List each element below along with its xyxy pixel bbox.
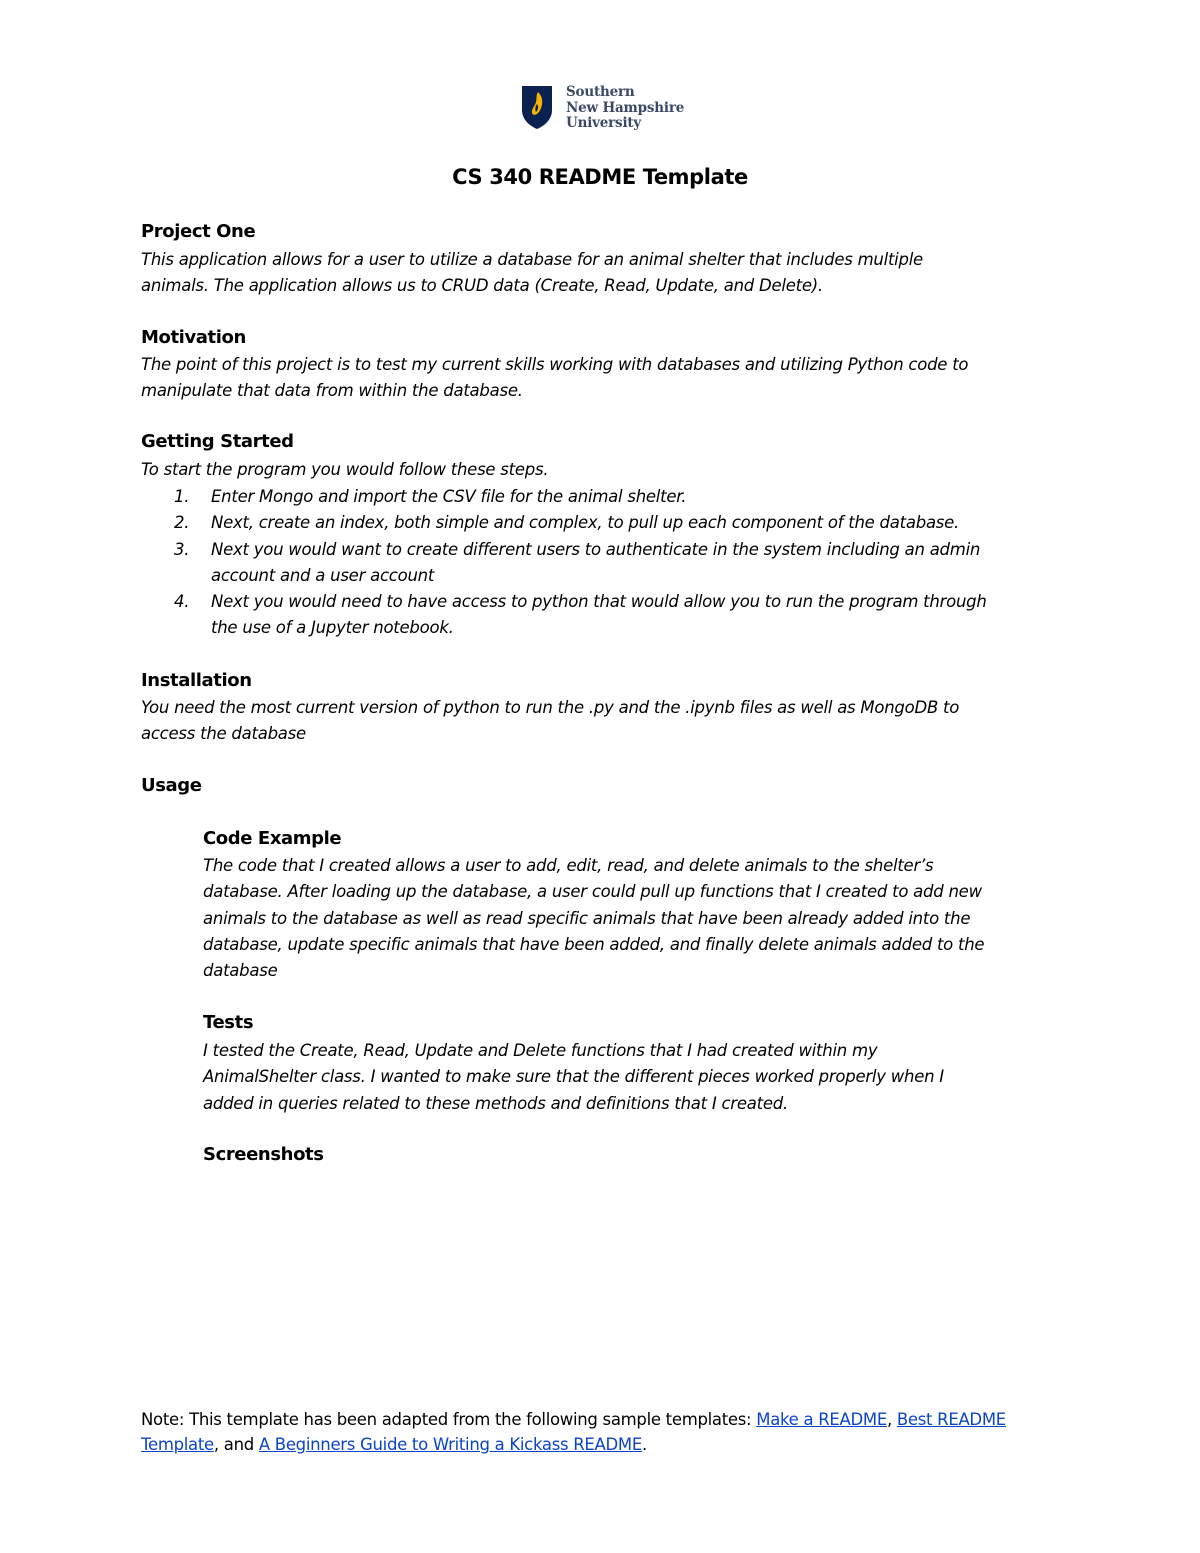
code-example-line-2: database. After loading up the database, a user could pull up functions that I created to add new [203,882,982,902]
installation-line-1: You need the most current version of python to run the .py and the .ipynb files as well as MongoDB to [141,698,960,717]
code-example-line-4: database, update specific animals that have been added, and finally delete animals added to the [203,934,985,954]
getting-started-intro [141,457,548,483]
installation-line-2: access the database [141,724,306,744]
tests-line-3: added in queries related to these methods and definitions that I created. [203,1093,788,1113]
step-line: account and a user account [211,565,435,585]
project-one-heading: Project One [141,221,256,242]
tests-line-2: AnimalShelter class. I wanted to make sure that the different pieces worked properly when I [203,1067,944,1087]
motivation-paragraph [141,352,968,405]
note-separator: , [886,1410,897,1429]
make-a-readme-link[interactable]: Make a README [756,1410,887,1429]
note-line-2 [141,1432,1041,1457]
step-text [211,589,1074,642]
usage-heading: Usage [141,775,202,796]
list-item [174,589,1074,642]
project-one-line-1: This application allows for a user to utilize a database for an animal shelter that includes multiple [141,250,923,269]
code-example-line-1: The code that I created allows a user to add, edit, read, and delete animals to the shelter’s [203,856,934,875]
motivation-line-1: The point of this project is to test my current skills working with databases and utilizing Python code to [141,355,969,374]
step-line: Next, create an index, both simple and complex, to pull up each component of the database. [211,513,960,533]
project-one-line-2: animals. The application allows us to CRUD data (Create, Read, Update, and Delete). [141,276,823,296]
code-example-line-5: database [203,961,278,981]
code-example-line-3: animals to the database as well as read specific animals that have been already added into the [203,908,971,928]
getting-started-heading: Getting Started [141,431,294,452]
motivation-heading: Motivation [141,327,246,348]
installation-paragraph [141,695,959,748]
step-text [211,537,1074,590]
steps-list [174,484,1074,642]
screenshots-heading: Screenshots [203,1144,324,1165]
beginners-guide-link[interactable]: A Beginners Guide to Writing a Kickass README [258,1435,642,1454]
note-suffix: . [642,1435,647,1454]
tests-line-1: I tested the Create, Read, Update and Delete functions that I had created within my [203,1041,878,1060]
motivation-line-2: manipulate that data from within the database. [141,381,523,401]
logo-line-1: Southern [566,84,635,100]
document-title: CS 340 README Template [452,165,748,189]
list-item [174,484,1074,510]
step-text [211,484,1074,510]
logo-line-3: University [566,115,642,131]
logo-line-2: New Hampshire [566,99,685,116]
step-number: 4. [174,592,190,612]
step-line: Enter Mongo and import the CSV file for the animal shelter. [211,487,687,506]
step-line: the use of a Jupyter notebook. [211,618,454,638]
step-text [211,510,1074,536]
note-prefix: Note: This template has been adapted from the following sample templates: [141,1410,757,1429]
step-line: Next you would want to create different users to authenticate in the system including an admin [211,539,981,559]
best-readme-template-link-part2[interactable]: Template [141,1435,214,1454]
step-number: 2. [174,513,190,533]
shield-flame-icon [520,84,554,130]
step-line: Next you would need to have access to python that would allow you to run the program through [211,592,987,612]
best-readme-template-link-part1[interactable]: Best README [896,1410,1006,1429]
note-line-1 [141,1407,1041,1432]
code-example-heading: Code Example [203,828,342,849]
note-separator: , and [213,1435,259,1454]
code-example-paragraph [203,853,984,984]
template-note [141,1407,1041,1457]
step-number: 1. [174,487,190,506]
logo-wordmark [566,85,684,132]
tests-paragraph [203,1038,944,1117]
installation-heading: Installation [141,670,252,691]
step-number: 3. [174,539,190,559]
university-logo [520,84,690,134]
tests-heading: Tests [203,1012,254,1033]
list-item [174,537,1074,590]
project-one-paragraph [141,247,923,300]
getting-started-intro-line: To start the program you would follow these steps. [141,460,549,479]
list-item [174,510,1074,536]
